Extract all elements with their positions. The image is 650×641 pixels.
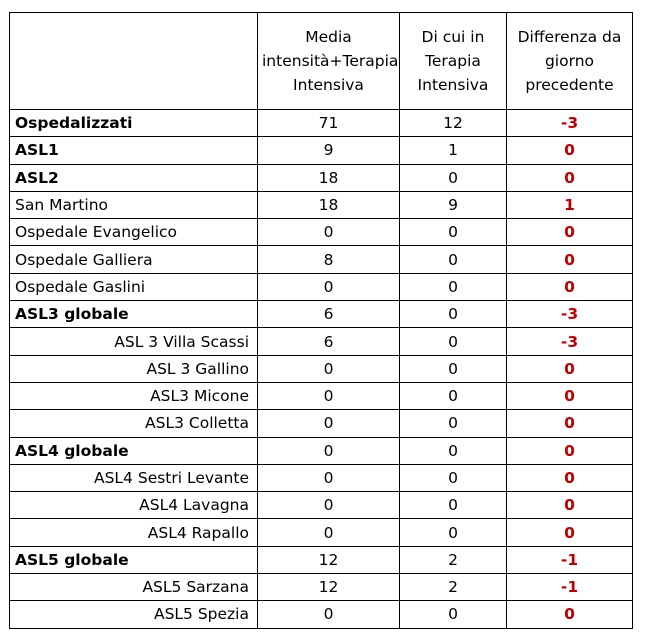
terapia-value-cell: 0 xyxy=(400,437,507,464)
table-row xyxy=(10,328,633,355)
row-name-cell: ASL5 Sarzana xyxy=(10,574,258,601)
header-differenza: Differenza da giorno precedente xyxy=(507,13,633,110)
table-row xyxy=(10,519,633,546)
media-value-cell: 8 xyxy=(258,246,400,273)
table-row xyxy=(10,219,633,246)
row-name-cell: ASL2 xyxy=(10,164,258,191)
terapia-value-cell: 0 xyxy=(400,601,507,628)
media-value-cell: 0 xyxy=(258,437,400,464)
header-media: Media intensità+Terapia Intensiva xyxy=(258,13,400,110)
difference-value-cell: 0 xyxy=(507,492,633,519)
terapia-value-cell: 0 xyxy=(400,219,507,246)
media-value-cell: 0 xyxy=(258,492,400,519)
table-row xyxy=(10,137,633,164)
row-name-cell: Ospedale Gaslini xyxy=(10,273,258,300)
media-value-cell: 6 xyxy=(258,328,400,355)
header-empty-cell xyxy=(10,13,258,110)
header-row xyxy=(10,13,633,110)
difference-value-cell: -3 xyxy=(507,301,633,328)
table-row xyxy=(10,382,633,409)
header-terapia: Di cui in Terapia Intensiva xyxy=(400,13,507,110)
table-row xyxy=(10,574,633,601)
terapia-value-cell: 2 xyxy=(400,574,507,601)
media-value-cell: 9 xyxy=(258,137,400,164)
media-value-cell: 18 xyxy=(258,164,400,191)
media-value-cell: 0 xyxy=(258,519,400,546)
difference-value-cell: 0 xyxy=(507,410,633,437)
media-value-cell: 0 xyxy=(258,382,400,409)
terapia-value-cell: 0 xyxy=(400,492,507,519)
row-name-cell: ASL4 Rapallo xyxy=(10,519,258,546)
difference-value-cell: -1 xyxy=(507,546,633,573)
difference-value-cell: 0 xyxy=(507,464,633,491)
table-row xyxy=(10,110,633,137)
terapia-value-cell: 0 xyxy=(400,464,507,491)
row-name-cell: ASL3 Colletta xyxy=(10,410,258,437)
difference-value-cell: 0 xyxy=(507,355,633,382)
table-body xyxy=(10,110,633,629)
table-row xyxy=(10,546,633,573)
row-name-cell: ASL4 Lavagna xyxy=(10,492,258,519)
row-name-cell: ASL5 Spezia xyxy=(10,601,258,628)
row-name-cell: ASL4 Sestri Levante xyxy=(10,464,258,491)
difference-value-cell: 0 xyxy=(507,137,633,164)
difference-value-cell: 0 xyxy=(507,219,633,246)
terapia-value-cell: 0 xyxy=(400,355,507,382)
terapia-value-cell: 0 xyxy=(400,519,507,546)
difference-value-cell: 0 xyxy=(507,246,633,273)
terapia-value-cell: 0 xyxy=(400,382,507,409)
table-row xyxy=(10,464,633,491)
row-name-cell: ASL1 xyxy=(10,137,258,164)
table-row xyxy=(10,492,633,519)
difference-value-cell: -3 xyxy=(507,110,633,137)
media-value-cell: 0 xyxy=(258,464,400,491)
terapia-value-cell: 9 xyxy=(400,191,507,218)
hospitalization-table xyxy=(9,12,633,629)
table-row xyxy=(10,355,633,382)
table-row xyxy=(10,246,633,273)
terapia-value-cell: 0 xyxy=(400,273,507,300)
row-name-cell: ASL5 globale xyxy=(10,546,258,573)
media-value-cell: 0 xyxy=(258,273,400,300)
terapia-value-cell: 0 xyxy=(400,246,507,273)
terapia-value-cell: 0 xyxy=(400,164,507,191)
difference-value-cell: 0 xyxy=(507,164,633,191)
table-row xyxy=(10,437,633,464)
row-name-cell: Ospedalizzati xyxy=(10,110,258,137)
row-name-cell: Ospedale Evangelico xyxy=(10,219,258,246)
media-value-cell: 0 xyxy=(258,601,400,628)
table-row xyxy=(10,164,633,191)
terapia-value-cell: 0 xyxy=(400,328,507,355)
row-name-cell: ASL3 globale xyxy=(10,301,258,328)
row-name-cell: ASL3 Micone xyxy=(10,382,258,409)
row-name-cell: ASL4 globale xyxy=(10,437,258,464)
difference-value-cell: 1 xyxy=(507,191,633,218)
terapia-value-cell: 0 xyxy=(400,301,507,328)
terapia-value-cell: 0 xyxy=(400,410,507,437)
difference-value-cell: -1 xyxy=(507,574,633,601)
media-value-cell: 71 xyxy=(258,110,400,137)
media-value-cell: 12 xyxy=(258,546,400,573)
media-value-cell: 0 xyxy=(258,219,400,246)
media-value-cell: 0 xyxy=(258,410,400,437)
table-row xyxy=(10,301,633,328)
media-value-cell: 12 xyxy=(258,574,400,601)
terapia-value-cell: 1 xyxy=(400,137,507,164)
terapia-value-cell: 12 xyxy=(400,110,507,137)
row-name-cell: ASL 3 Villa Scassi xyxy=(10,328,258,355)
difference-value-cell: 0 xyxy=(507,437,633,464)
difference-value-cell: -3 xyxy=(507,328,633,355)
media-value-cell: 18 xyxy=(258,191,400,218)
table-row xyxy=(10,410,633,437)
table-row xyxy=(10,191,633,218)
table-row xyxy=(10,273,633,300)
row-name-cell: ASL 3 Gallino xyxy=(10,355,258,382)
row-name-cell: San Martino xyxy=(10,191,258,218)
table-row xyxy=(10,601,633,628)
media-value-cell: 6 xyxy=(258,301,400,328)
terapia-value-cell: 2 xyxy=(400,546,507,573)
difference-value-cell: 0 xyxy=(507,273,633,300)
media-value-cell: 0 xyxy=(258,355,400,382)
difference-value-cell: 0 xyxy=(507,601,633,628)
difference-value-cell: 0 xyxy=(507,382,633,409)
difference-value-cell: 0 xyxy=(507,519,633,546)
row-name-cell: Ospedale Galliera xyxy=(10,246,258,273)
